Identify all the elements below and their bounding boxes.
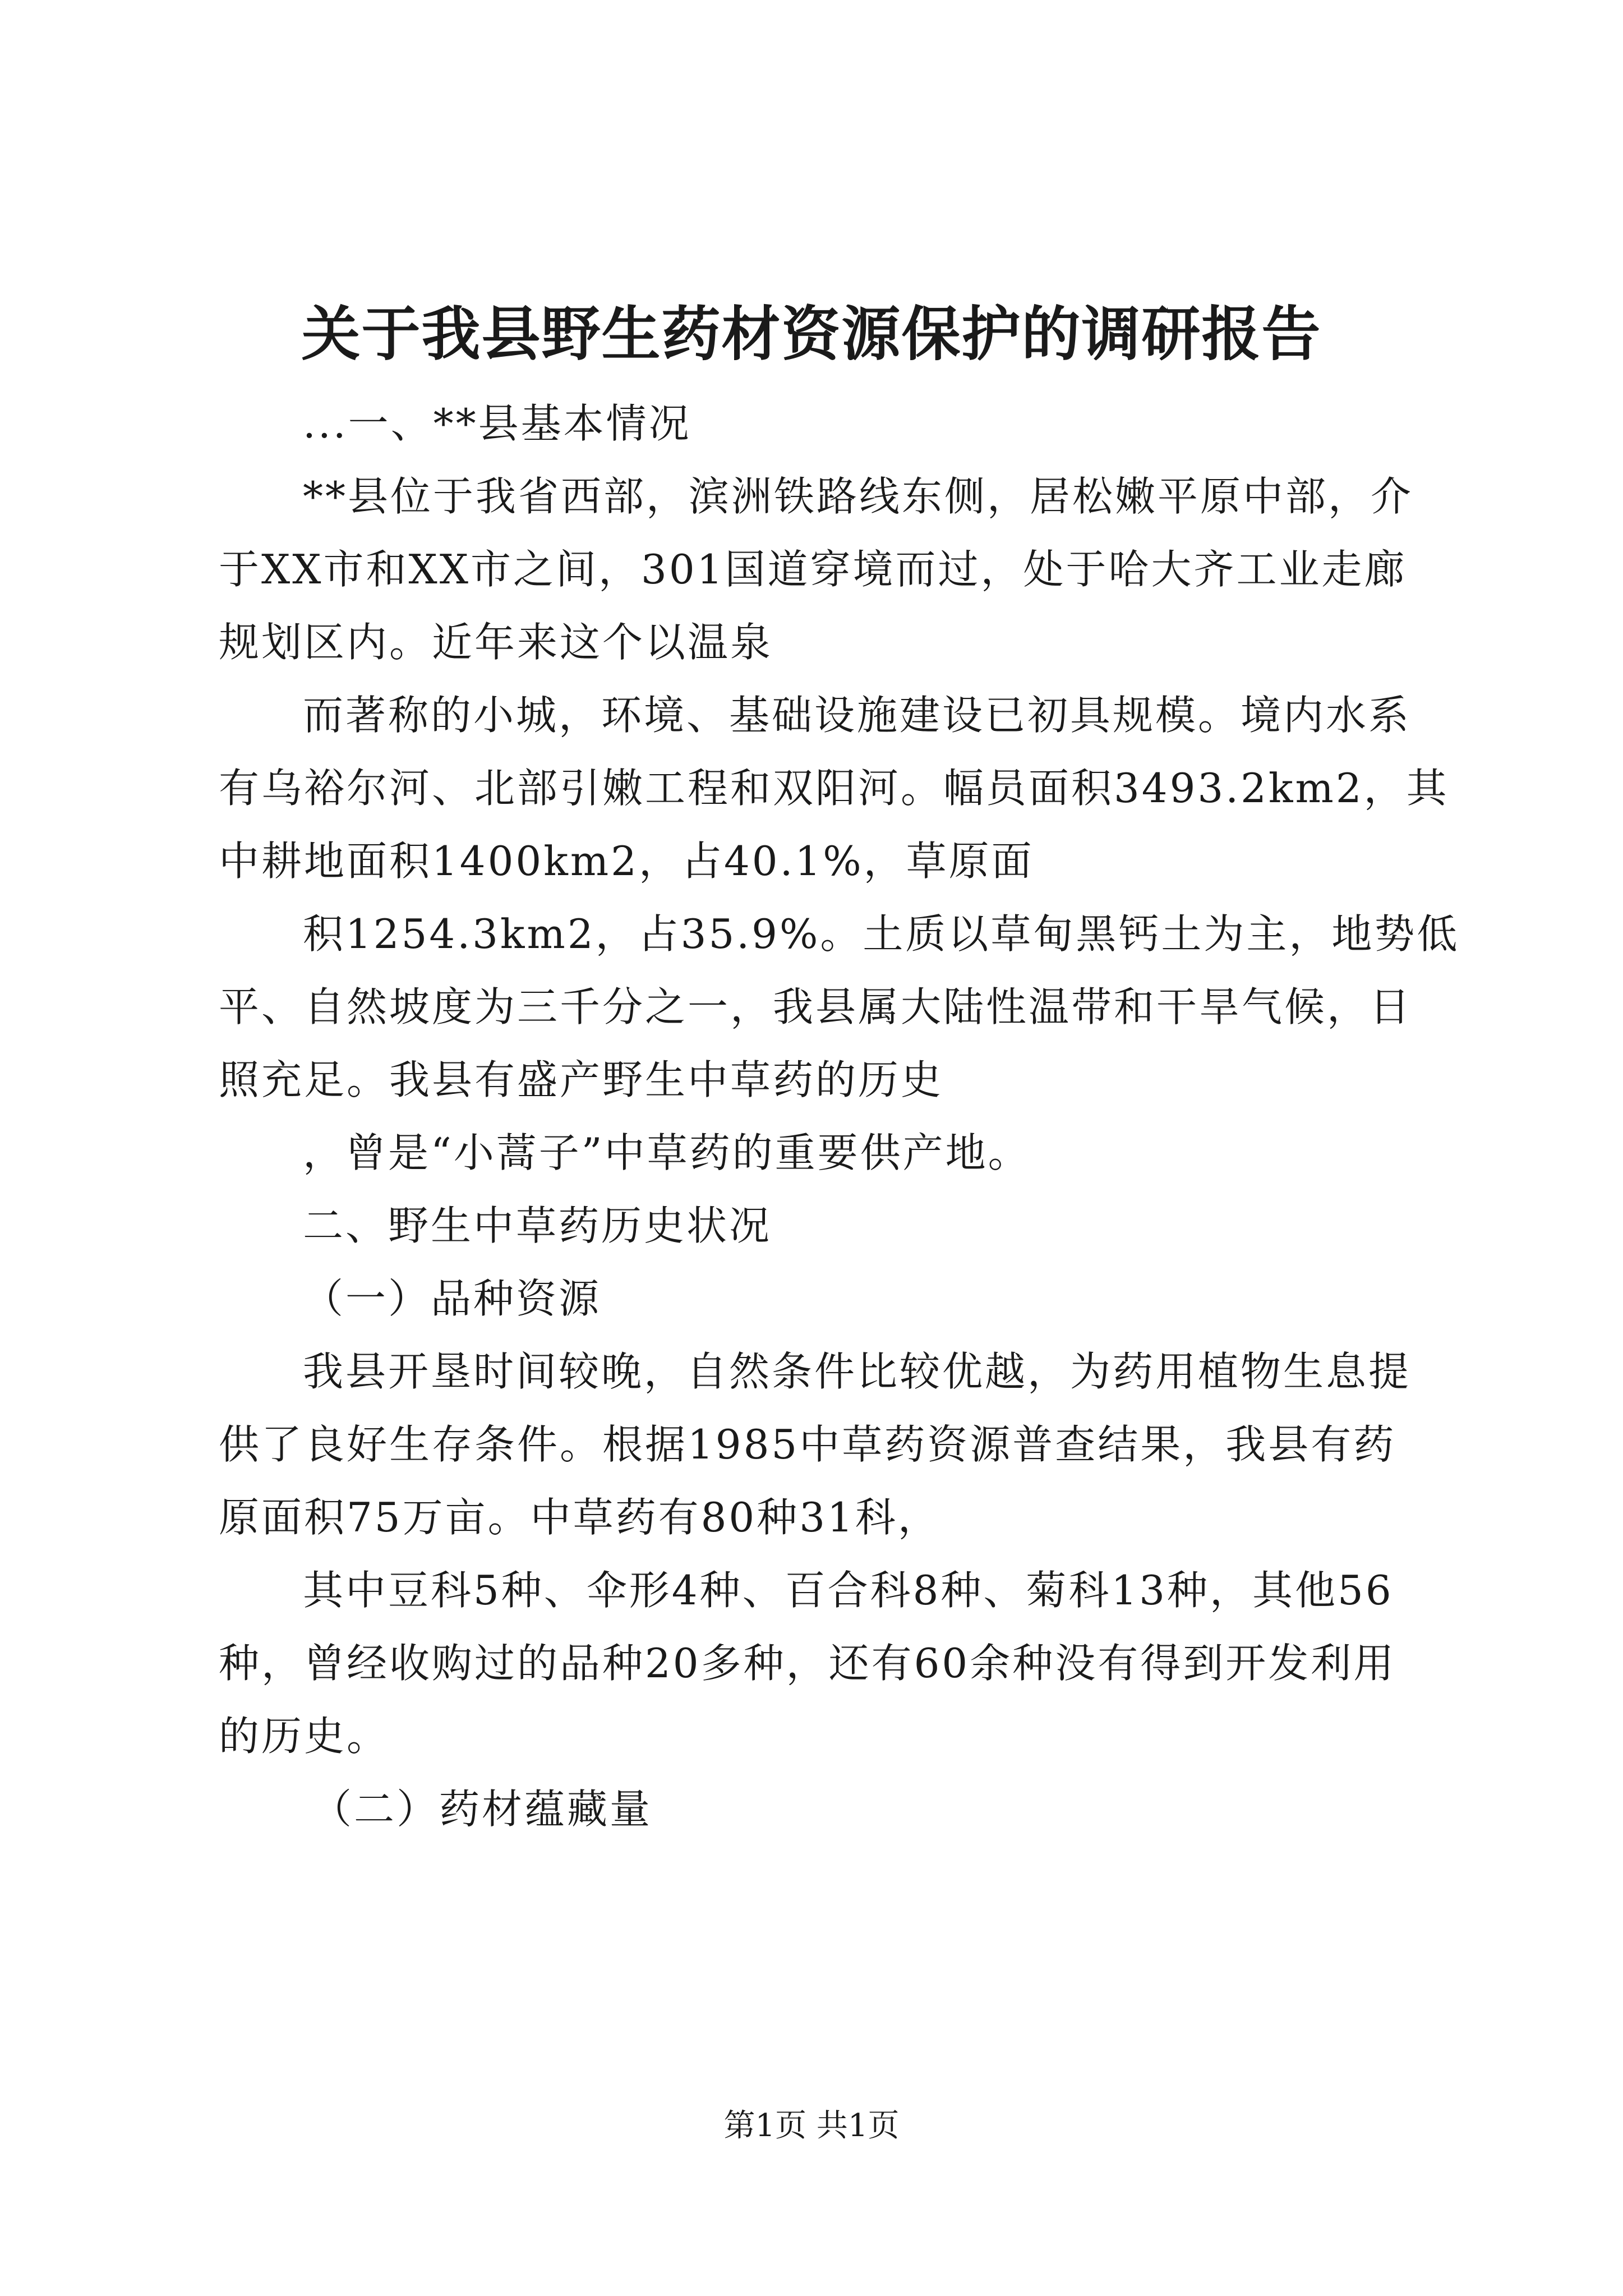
section-heading: ...一、**县基本情况 xyxy=(303,400,691,447)
paragraph-line: 我县开垦时间较晚，自然条件比较优越，为药用植物生息提 xyxy=(303,1348,1412,1395)
document-body xyxy=(219,387,1460,1846)
paragraph-line: 于XX市和XX市之间，301国道穿境而过，处于哈大齐工业走廊 xyxy=(219,546,1407,593)
paragraph-line: 照充足。我县有盛产野生中草药的历史 xyxy=(219,1056,944,1103)
paragraph-line: 而著称的小城，环境、基础设施建设已初具规模。境内水系 xyxy=(303,692,1412,739)
paragraph-line: ，曾是“小蒿子”中草药的重要供产地。 xyxy=(303,1129,1031,1176)
paragraph-line: 原面积75万亩。中草药有80种31科， xyxy=(219,1494,940,1541)
paragraph-line: 中耕地面积1400km2，占40.1%，草原面 xyxy=(219,838,1034,885)
paragraph-line: 积1254.3km2，占35.9%。土质以草甸黑钙土为主，地势低 xyxy=(303,910,1460,958)
paragraph-line: 平、自然坡度为三千分之一，我县属大陆性温带和干旱气候，日 xyxy=(219,983,1413,1030)
subsection-heading: （一）品种资源 xyxy=(303,1275,602,1322)
paragraph-line: 的历史。 xyxy=(219,1713,390,1760)
paragraph-line: 供了良好生存条件。根据1985中草药资源普查结果，我县有药 xyxy=(219,1421,1396,1468)
paragraph-line: 其中豆科5种、伞形4种、百合科8种、菊科13种，其他56 xyxy=(303,1567,1394,1614)
paragraph-line: 有乌裕尔河、北部引嫩工程和双阳河。幅员面积3493.2km2，其 xyxy=(219,765,1449,812)
page-footer: 第1页 共1页 xyxy=(723,2108,900,2144)
paragraph-line: 种，曾经收购过的品种20多种，还有60余种没有得到开发利用 xyxy=(219,1640,1396,1687)
document-title: 关于我县野生药材资源保护的调研报告 xyxy=(301,299,1322,369)
paragraph-line: 规划区内。近年来这个以温泉 xyxy=(219,619,773,666)
paragraph-line: **县位于我省西部，滨洲铁路线东侧，居松嫩平原中部，介 xyxy=(303,473,1414,520)
section-heading: 二、野生中草药历史状况 xyxy=(303,1202,772,1249)
subsection-heading: （二）药材蕴藏量 xyxy=(311,1786,653,1833)
